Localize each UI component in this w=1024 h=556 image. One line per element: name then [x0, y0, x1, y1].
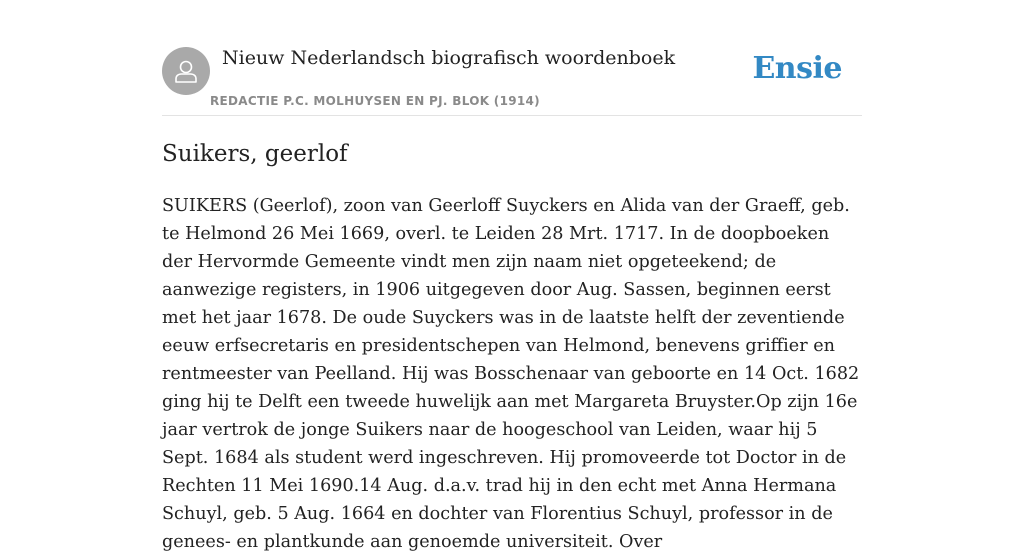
user-icon-glyph — [171, 56, 201, 86]
brand-logo[interactable]: Ensie — [752, 51, 842, 86]
user-icon — [162, 47, 210, 95]
entry-body: SUIKERS (Geerlof), zoon van Geerloff Suyckers en Alida van der Graeff, geb. te Helmond 26 Mei 1669, overl. te Leiden 28 Mrt. 1717. In de doopboeken der Hervormde Gemeente vindt men zijn naam niet opgeteekend; de aanwezige registers, in 1906 uitgegeven door Aug. Sassen, beginnen eerst met het jaar 1678. De oude Suyckers was in de laatste helft der zeventiende eeuw erfsecretaris en presidentschepen van Helmond, benevens griffier en rentmeester van Peelland. Hij was Bosschenaar van geboorte en 14 Oct. 1682 ging hij te Delft een tweede huwelijk aan met Margareta Bruyster.Op zijn 16e jaar vertrok de jonge Suikers naar de hoogeschool van Leiden, waar hij 5 Sept. 1684 als student werd ingeschreven. Hij promoveerde tot Doctor in de Rechten 11 Mei 1690.14 Aug. d.a.v. trad hij in den echt met Anna Hermana Schuyl, geb. 5 Aug. 1664 en dochter van Florentius Schuyl, professor in de genees- en plantkunde aan genoemde universiteit. Over — [162, 196, 860, 552]
source-title[interactable]: Nieuw Nederlandsch biografisch woordenboek — [222, 47, 676, 69]
source-header — [162, 0, 862, 116]
entry-title: Suikers, geerlof — [162, 141, 348, 167]
source-subtitle: REDACTIE P.C. MOLHUYSEN EN PJ. BLOK (1914) — [210, 94, 540, 108]
